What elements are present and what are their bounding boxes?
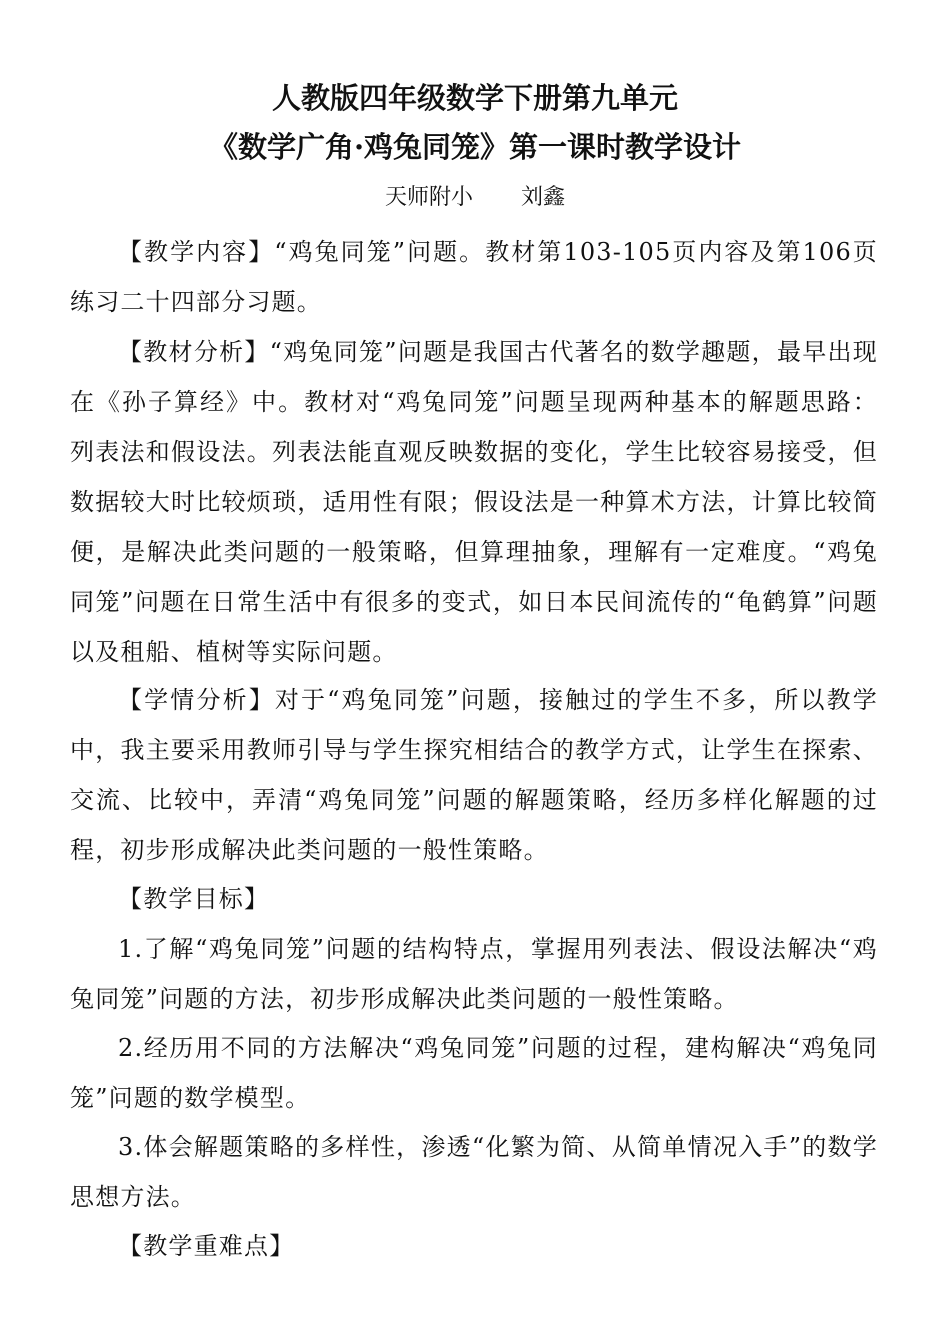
document-title-line2: 《数学广角·鸡兔同笼》第一课时教学设计 [208,130,742,164]
goal-item-2: 2.经历用不同的方法解决“鸡兔同笼”问题的过程，建构解决“鸡兔同笼”问题的数学模型。 [70,1034,878,1112]
author-name: 刘鑫 [521,185,566,210]
section-goals-heading: 【教学目标】 [118,885,270,913]
goal-item-1: 1.了解“鸡兔同笼”问题的结构特点，掌握用列表法、假设法解决“鸡兔同笼”问题的方法，初步形成解决此类问题的一般性策略。 [70,935,878,1013]
section-textbook-analysis: 【教材分析】“鸡兔同笼”问题是我国古代著名的数学趣题，最早出现在《孙子算经》中。教材对“鸡兔同笼”问题呈现两种基本的解题思路：列表法和假设法。列表法能直观反映数据的变化，学生比较容易接受，但数据较大时比较烦琐，适用性有限；假设法是一种算术方法，计算比较简便，是解决此类问题的一般策略，但算理抽象，理解有一定难度。“鸡兔同笼”问题在日常生活中有很多的变式，如日本民间流传的“龟鹤算”问题以及租船、植树等实际问题。 [70,338,878,666]
document-title-line1: 人教版四年级数学下册第九单元 [271,81,678,115]
section-key-points-heading: 【教学重难点】 [118,1232,295,1260]
goal-item-3: 3.体会解题策略的多样性，渗透“化繁为简、从简单情况入手”的数学思想方法。 [70,1133,878,1211]
section-teaching-content: 【教学内容】“鸡兔同笼”问题。教材第103-105页内容及第106页练习二十四部分习题。 [70,238,878,316]
author-school: 天师附小 [384,185,473,210]
author-line [0,183,950,213]
section-student-analysis: 【学情分析】对于“鸡兔同笼”问题，接触过的学生不多，所以教学中，我主要采用教师引导与学生探究相结合的教学方式，让学生在探索、交流、比较中，弄清“鸡兔同笼”问题的解题策略，经历多样化解题的过程，初步形成解决此类问题的一般性策略。 [70,686,878,864]
